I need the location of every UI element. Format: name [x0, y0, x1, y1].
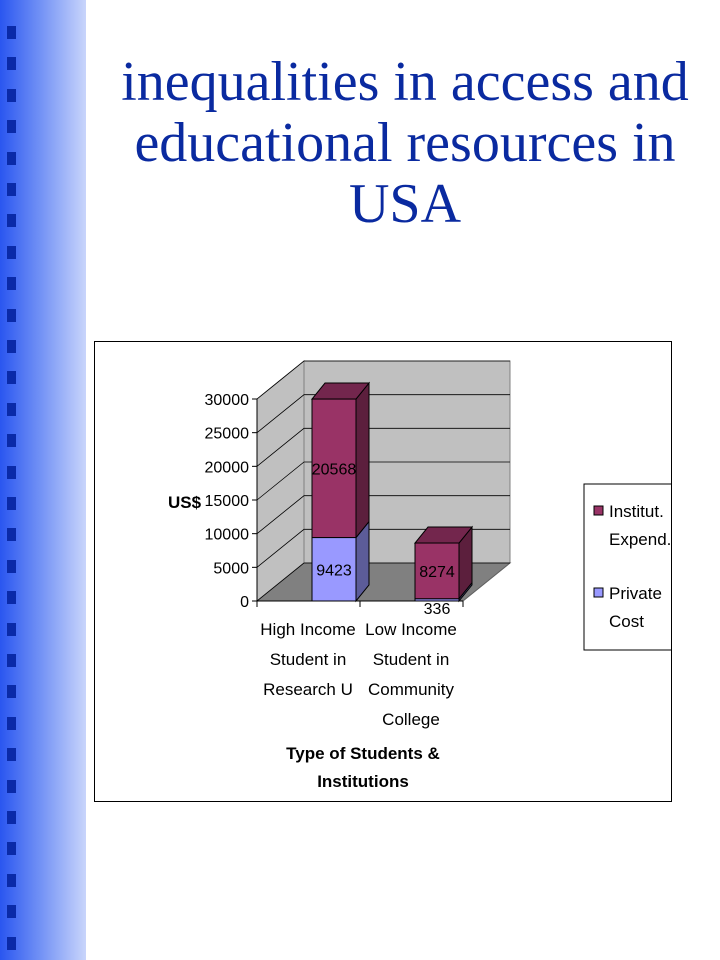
data-label: 8274 — [419, 563, 455, 581]
side-square-bullet — [7, 57, 16, 70]
data-label: 9423 — [316, 562, 352, 580]
side-square-bullet — [7, 434, 16, 447]
side-square-bullet — [7, 905, 16, 918]
data-label: 336 — [423, 600, 451, 618]
category-label: High Income — [260, 620, 356, 639]
side-square-bullet — [7, 214, 16, 227]
side-square-bullet — [7, 120, 16, 133]
category-label: Research U — [263, 680, 353, 699]
legend-label: Private — [609, 584, 662, 603]
legend-label: Institut. — [609, 502, 664, 521]
side-square-bullet — [7, 340, 16, 353]
y-tick-label: 15000 — [204, 493, 249, 510]
side-square-bullet — [7, 623, 16, 636]
y-axis-title: US$ — [168, 493, 202, 512]
y-tick-label: 0 — [240, 594, 249, 611]
category-label: Student in — [269, 650, 347, 669]
side-square-bullet — [7, 842, 16, 855]
legend-label: Cost — [609, 612, 644, 631]
side-square-bullet — [7, 717, 16, 730]
category-label: Community — [368, 680, 454, 699]
side-square-bullet — [7, 403, 16, 416]
legend-swatch — [594, 588, 603, 597]
side-square-bullet — [7, 371, 16, 384]
side-square-bullet — [7, 528, 16, 541]
side-square-bullet — [7, 183, 16, 196]
x-axis-title: Type of Students & — [286, 744, 440, 763]
side-square-bullet — [7, 466, 16, 479]
side-square-bullet — [7, 152, 16, 165]
chart-frame — [94, 341, 672, 802]
side-square-bullet — [7, 780, 16, 793]
side-square-bullet — [7, 654, 16, 667]
side-square-bullet — [7, 26, 16, 39]
side-square-bullet — [7, 685, 16, 698]
side-square-bullet — [7, 497, 16, 510]
y-tick-label: 20000 — [204, 459, 249, 477]
bar-chart — [95, 342, 671, 801]
side-square-bullet — [7, 937, 16, 950]
legend-swatch — [594, 506, 603, 515]
slide-title: inequalities in access and educational resources in USA — [121, 51, 689, 235]
side-square-bullet — [7, 748, 16, 761]
side-square-bullet — [7, 277, 16, 290]
bar-side — [356, 383, 369, 537]
side-square-bullet — [7, 591, 16, 604]
y-tick-label: 25000 — [204, 425, 249, 443]
category-label: College — [382, 710, 440, 729]
side-square-bullet — [7, 89, 16, 102]
category-label: Student in — [372, 650, 450, 669]
side-square-bullet — [7, 309, 16, 322]
y-tick-label: 10000 — [204, 526, 249, 544]
x-axis-title: Institutions — [317, 772, 409, 791]
side-square-bullet — [7, 874, 16, 887]
side-square-bullet — [7, 246, 16, 259]
y-tick-label: 5000 — [213, 560, 249, 578]
side-square-bullet — [7, 560, 16, 573]
side-decoration-bar — [0, 0, 86, 960]
side-square-bullet — [7, 811, 16, 824]
legend-label: Expend. — [609, 530, 671, 549]
category-label: Low Income — [365, 620, 457, 639]
y-tick-label: 30000 — [204, 392, 249, 409]
data-label: 20568 — [311, 461, 357, 479]
